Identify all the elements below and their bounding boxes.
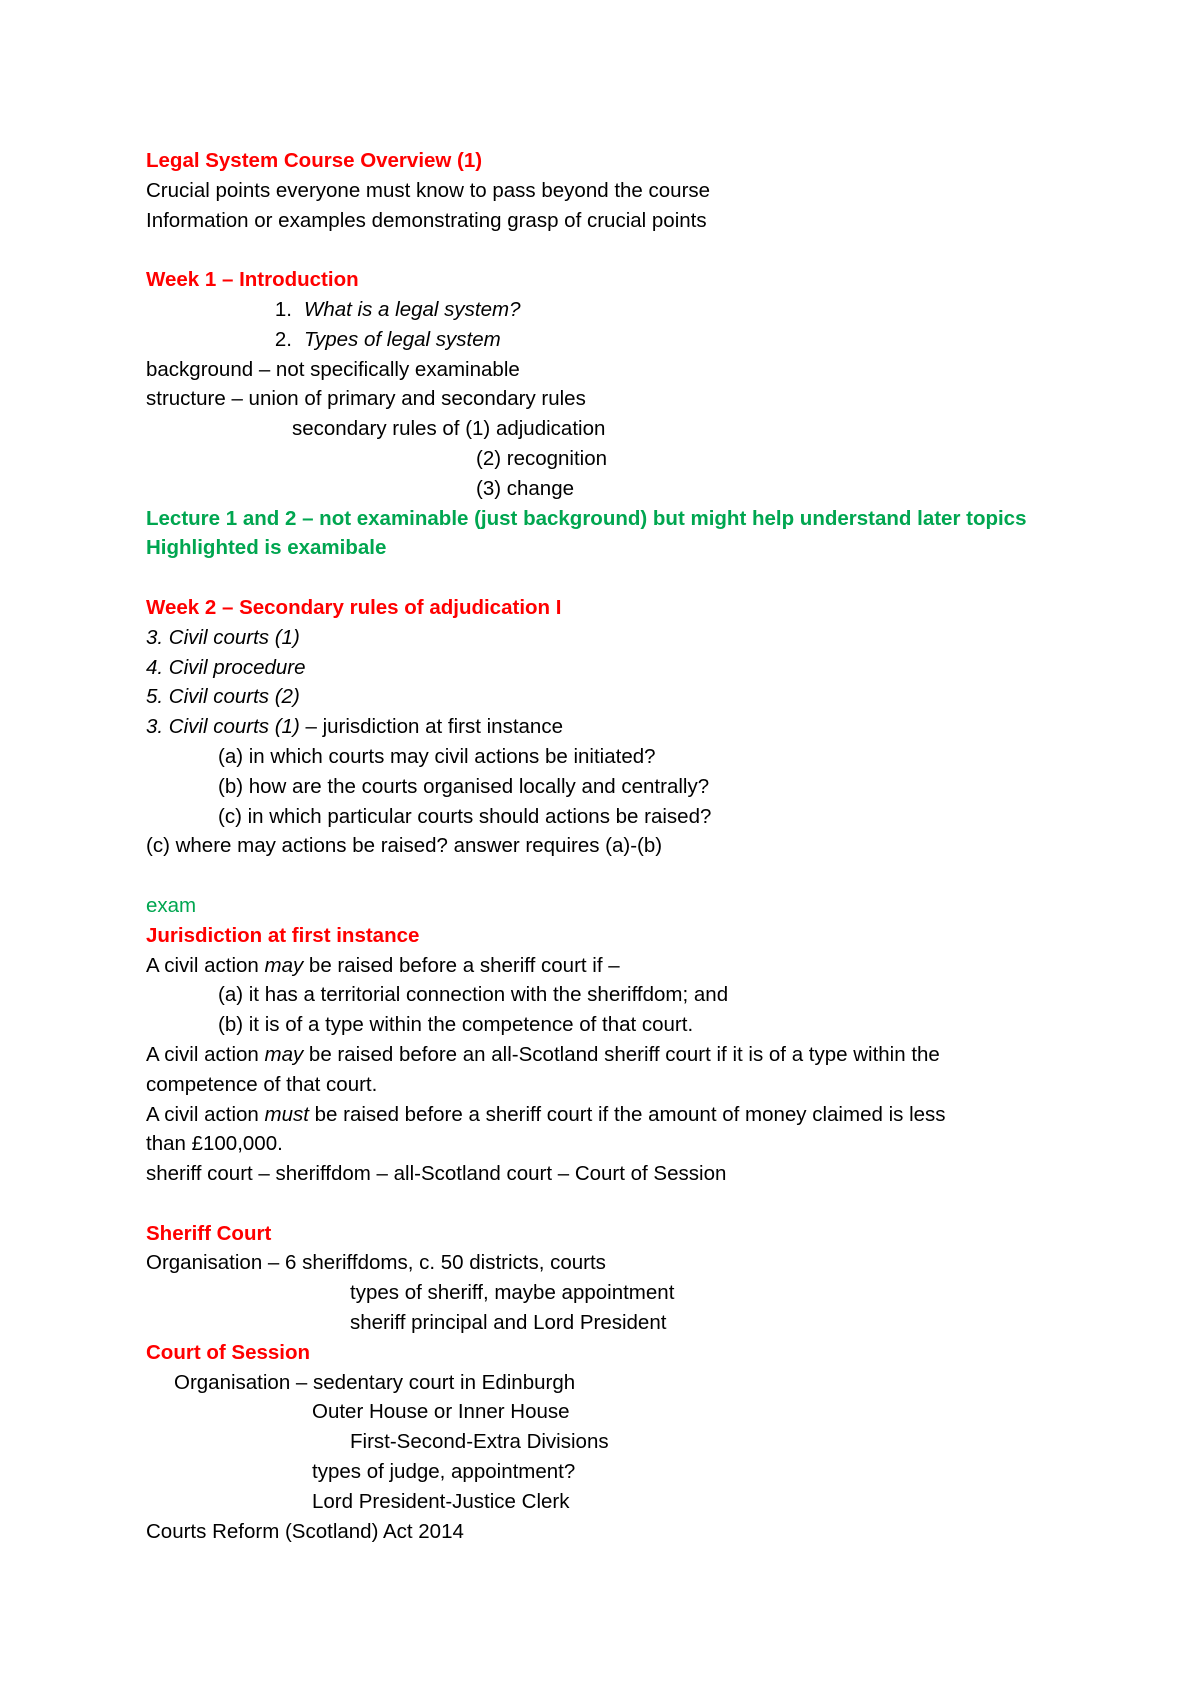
- question-line: (c) in which particular courts should actions be raised?: [218, 804, 712, 828]
- text-run: be raised before an all-Scotland sheriff court if it is of a type within the: [303, 1042, 940, 1066]
- session-judges: types of judge, appointment?: [312, 1460, 576, 1484]
- list-item: [146, 295, 1086, 325]
- intro-line: Information or examples demonstrating grasp of crucial points: [146, 208, 707, 232]
- civil-courts-rest: – jurisdiction at first instance: [299, 715, 563, 739]
- lecture-note: Lecture 1 and 2 – not examinable (just background) but might help understand later topics: [146, 506, 1027, 530]
- emphasis: must: [264, 1102, 309, 1126]
- list-text: Types of legal system: [304, 327, 501, 351]
- paragraph-continuation: than £100,000.: [146, 1132, 283, 1156]
- paragraph-line: [146, 951, 1086, 981]
- list-text: What is a legal system?: [304, 297, 521, 321]
- emphasis: may: [264, 1042, 304, 1066]
- text-run: be raised before a sheriff court if the amount of money claimed is less: [308, 1102, 946, 1126]
- sheriff-principal: sheriff principal and Lord President: [350, 1311, 667, 1335]
- jurisdiction-heading: Jurisdiction at first instance: [146, 923, 420, 947]
- paragraph-continuation: competence of that court.: [146, 1072, 378, 1096]
- court-hierarchy: sheriff court – sheriffdom – all-Scotland court – Court of Session: [146, 1162, 727, 1186]
- document-title: Legal System Course Overview (1): [146, 149, 483, 172]
- topic-line: 3. Civil courts (1): [146, 625, 300, 649]
- emphasis: may: [264, 953, 304, 977]
- week2-heading: Week 2 – Secondary rules of adjudication I: [146, 595, 562, 619]
- session-organisation: Organisation – sedentary court in Edinburgh: [174, 1370, 576, 1394]
- list-item: [146, 325, 1086, 355]
- list-number: 2.: [274, 327, 292, 351]
- session-president: Lord President-Justice Clerk: [312, 1489, 570, 1513]
- list-number: 1.: [274, 297, 292, 321]
- text-run: A civil action: [146, 1102, 265, 1126]
- change-line: (3) change: [476, 476, 575, 500]
- sheriff-types: types of sheriff, maybe appointment: [350, 1281, 675, 1305]
- exam-label: exam: [146, 893, 197, 917]
- topic-line: 4. Civil procedure: [146, 655, 306, 679]
- question-line: (b) how are the courts organised locally and centrally?: [218, 774, 710, 798]
- spacer: [146, 861, 1086, 891]
- paragraph-line: [146, 1040, 1086, 1070]
- spacer: [146, 235, 1086, 265]
- sheriff-court-heading: Sheriff Court: [146, 1221, 272, 1245]
- sheriff-organisation: Organisation – 6 sheriffdoms, c. 50 districts, courts: [146, 1251, 606, 1275]
- condition-line: (a) it has a territorial connection with the sheriffdom; and: [218, 983, 729, 1007]
- spacer: [146, 563, 1086, 593]
- secondary-rules-line: secondary rules of (1) adjudication: [292, 417, 606, 441]
- text-run: be raised before a sheriff court if –: [303, 953, 620, 977]
- summary-line: (c) where may actions be raised? answer requires (a)-(b): [146, 834, 663, 858]
- document-body: [146, 146, 1086, 1546]
- paragraph-line: [146, 1100, 1086, 1130]
- text-run: A civil action: [146, 1042, 265, 1066]
- condition-line: (b) it is of a type within the competence of that court.: [218, 1013, 694, 1037]
- session-divisions: First-Second-Extra Divisions: [350, 1430, 609, 1454]
- reform-act: Courts Reform (Scotland) Act 2014: [146, 1519, 464, 1543]
- court-of-session-heading: Court of Session: [146, 1340, 311, 1364]
- civil-courts-line: [146, 712, 1086, 742]
- topic-line: 5. Civil courts (2): [146, 685, 300, 709]
- highlight-note: Highlighted is examibale: [146, 536, 387, 560]
- session-houses: Outer House or Inner House: [312, 1400, 570, 1424]
- recognition-line: (2) recognition: [476, 446, 608, 470]
- structure-line: structure – union of primary and secondary rules: [146, 387, 586, 411]
- civil-courts-label: 3. Civil courts (1): [146, 715, 300, 739]
- background-line: background – not specifically examinable: [146, 357, 520, 381]
- spacer: [146, 1189, 1086, 1219]
- intro-line: Crucial points everyone must know to pass beyond the course: [146, 178, 711, 202]
- text-run: A civil action: [146, 953, 265, 977]
- question-line: (a) in which courts may civil actions be initiated?: [218, 744, 656, 768]
- week1-heading: Week 1 – Introduction: [146, 268, 359, 292]
